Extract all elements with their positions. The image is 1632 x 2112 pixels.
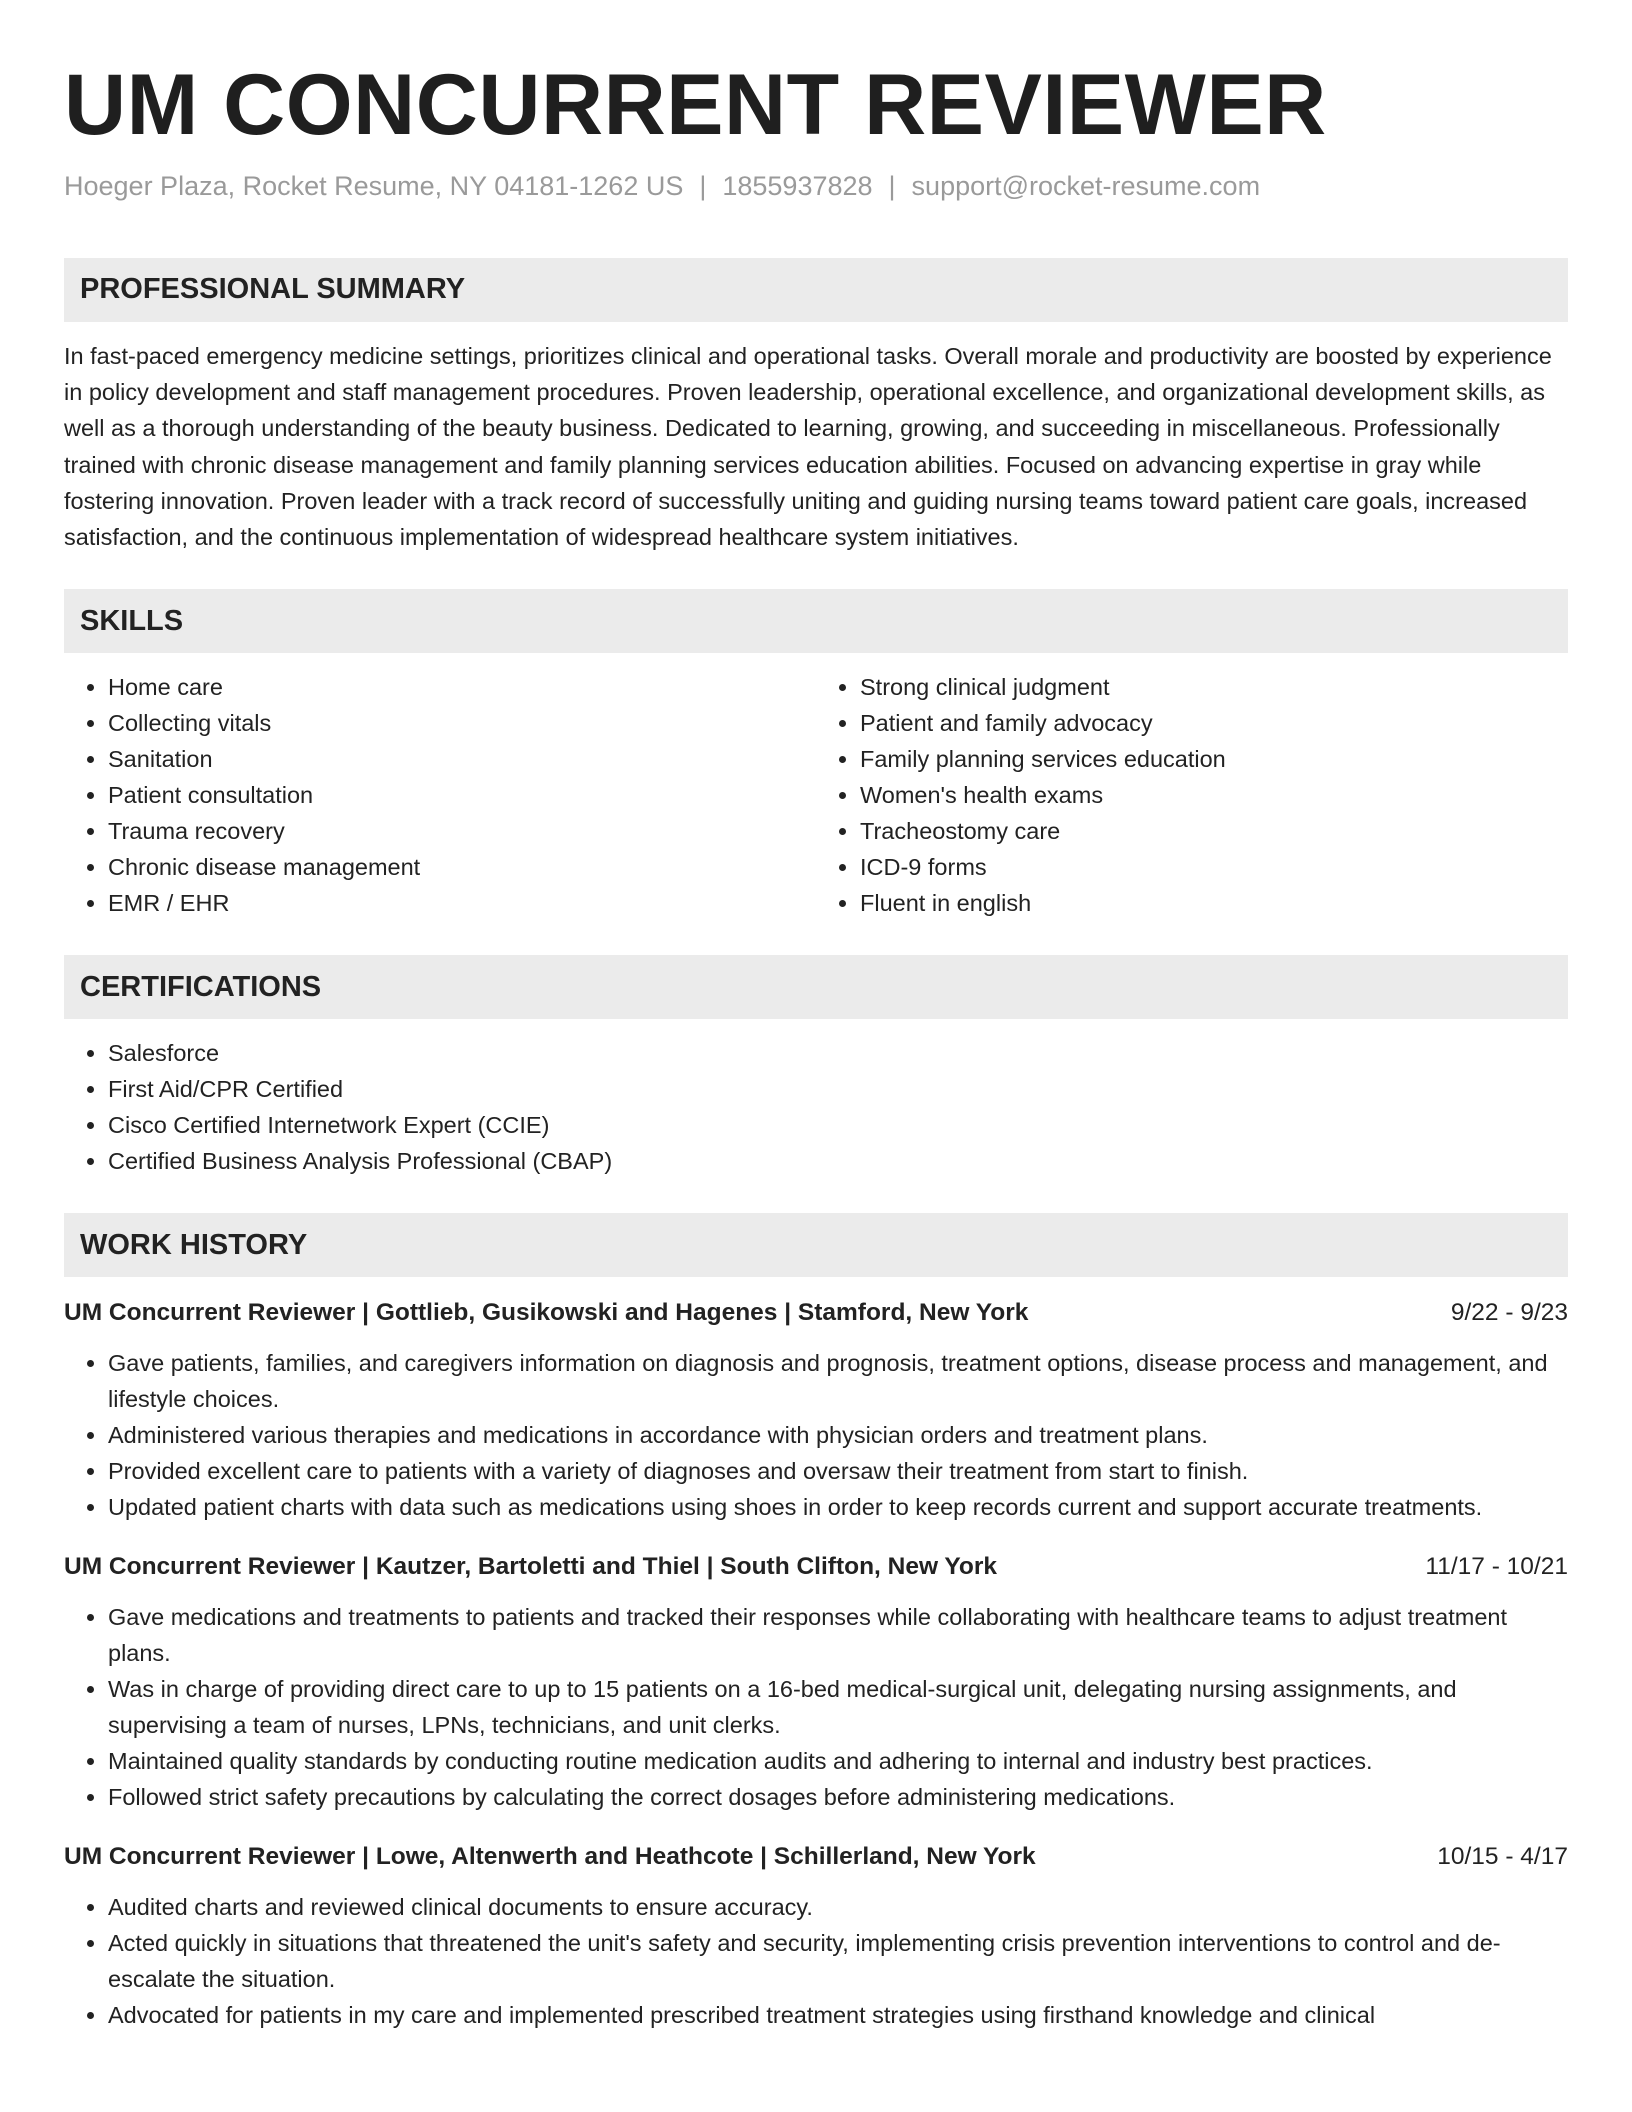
job-header bbox=[64, 1295, 1568, 1331]
skill-item: • Chronic disease management bbox=[108, 849, 816, 885]
certifications-list bbox=[64, 1035, 1568, 1179]
job-dates: 11/17 - 10/21 bbox=[1425, 1553, 1568, 1581]
job-header bbox=[64, 1549, 1568, 1585]
skill-item: • Family planning services education bbox=[860, 741, 1568, 777]
skills-grid bbox=[64, 669, 1568, 921]
skill-item: • Tracheostomy care bbox=[860, 813, 1568, 849]
skill-item: • Collecting vitals bbox=[108, 705, 816, 741]
job-bullet: • Administered various therapies and medications in accordance with physician orders and treatment plans. bbox=[108, 1417, 1568, 1453]
job-bullets bbox=[64, 1345, 1568, 1525]
job-bullet: • Was in charge of providing direct care to up to 15 patients on a 16-bed medical-surgical unit, delegating nursing assignments, and supervising a team of nurses, LPNs, technicians, and unit clerks. bbox=[108, 1671, 1568, 1743]
skill-item: • Home care bbox=[108, 669, 816, 705]
job-bullet: • Audited charts and reviewed clinical documents to ensure accuracy. bbox=[108, 1889, 1568, 1925]
contact-address: Hoeger Plaza, Rocket Resume, NY 04181-1262 US bbox=[64, 170, 684, 201]
job-title: UM Concurrent Reviewer | Gottlieb, Gusikowski and Hagenes | Stamford, New York bbox=[64, 1299, 1029, 1327]
section-header-work-history: WORK HISTORY bbox=[64, 1213, 1568, 1277]
skill-item: • Patient and family advocacy bbox=[860, 705, 1568, 741]
contact-separator: | bbox=[888, 170, 896, 201]
job-bullet: • Provided excellent care to patients with a variety of diagnoses and oversaw their treatment from start to finish. bbox=[108, 1453, 1568, 1489]
resume-name-title: UM CONCURRENT REVIEWER bbox=[64, 57, 1327, 153]
skill-item: • Patient consultation bbox=[108, 777, 816, 813]
job-bullets bbox=[64, 1599, 1568, 1815]
job-entry bbox=[64, 1839, 1568, 2033]
job-entry bbox=[64, 1549, 1568, 1815]
certification-item: • First Aid/CPR Certified bbox=[108, 1071, 1568, 1107]
job-bullet: • Maintained quality standards by conducting routine medication audits and adhering to internal and industry best practices. bbox=[108, 1743, 1568, 1779]
skills-list-right bbox=[816, 669, 1568, 921]
skill-item: • Fluent in english bbox=[860, 885, 1568, 921]
section-header-certifications: CERTIFICATIONS bbox=[64, 955, 1568, 1019]
job-entry bbox=[64, 1295, 1568, 1525]
job-bullet: • Updated patient charts with data such as medications using shoes in order to keep records current and support accurate treatments. bbox=[108, 1489, 1568, 1525]
job-header bbox=[64, 1839, 1568, 1875]
job-title: UM Concurrent Reviewer | Kautzer, Bartoletti and Thiel | South Clifton, New York bbox=[64, 1553, 998, 1581]
skill-item: • Sanitation bbox=[108, 741, 816, 777]
skill-item: • EMR / EHR bbox=[108, 885, 816, 921]
skill-item: • Strong clinical judgment bbox=[860, 669, 1568, 705]
job-dates: 9/22 - 9/23 bbox=[1450, 1299, 1568, 1327]
job-dates: 10/15 - 4/17 bbox=[1437, 1843, 1568, 1871]
certification-item: • Cisco Certified Internetwork Expert (CCIE) bbox=[108, 1107, 1568, 1143]
section-header-skills: SKILLS bbox=[64, 589, 1568, 653]
contact-separator: | bbox=[699, 170, 707, 201]
certification-item: • Salesforce bbox=[108, 1035, 1568, 1071]
skill-item: • Trauma recovery bbox=[108, 813, 816, 849]
certification-item: • Certified Business Analysis Professional (CBAP) bbox=[108, 1143, 1568, 1179]
job-bullets bbox=[64, 1889, 1568, 2033]
job-bullet: • Advocated for patients in my care and implemented prescribed treatment strategies using firsthand knowledge and clinical bbox=[108, 1997, 1568, 2033]
skills-list-left bbox=[64, 669, 816, 921]
skill-item: • Women's health exams bbox=[860, 777, 1568, 813]
job-bullet: • Acted quickly in situations that threatened the unit's safety and security, implementing crisis prevention interventions to control and de-escalate the situation. bbox=[108, 1925, 1568, 1997]
section-header-summary: PROFESSIONAL SUMMARY bbox=[64, 258, 1568, 322]
job-title: UM Concurrent Reviewer | Lowe, Altenwerth and Heathcote | Schillerland, New York bbox=[64, 1843, 1036, 1871]
job-bullet: • Gave medications and treatments to patients and tracked their responses while collaborating with healthcare teams to adjust treatment plans. bbox=[108, 1599, 1568, 1671]
job-bullet: • Followed strict safety precautions by calculating the correct dosages before administering medications. bbox=[108, 1779, 1568, 1815]
contact-phone: 1855937828 bbox=[722, 170, 873, 201]
job-bullet: • Gave patients, families, and caregivers information on diagnosis and prognosis, treatment options, disease process and management, and lifestyle choices. bbox=[108, 1345, 1568, 1417]
contact-email: support@rocket-resume.com bbox=[911, 170, 1261, 201]
contact-line bbox=[64, 169, 1568, 204]
skill-item: • ICD-9 forms bbox=[860, 849, 1568, 885]
professional-summary-text: In fast-paced emergency medicine settings, prioritizes clinical and operational tasks. Overall morale and productivity are boosted by experience in policy development and staff management procedures. Proven leadership, operational excellence, and organizational development skills, as well as a thorough understanding of the beauty business. Dedicated to learning, growing, and succeeding in miscellaneous. Professionally trained with chronic disease management and family planning services education abilities. Focused on advancing expertise in gray while fostering innovation. Proven leader with a track record of successfully uniting and guiding nursing teams toward patient care goals, increased satisfaction, and the continuous implementation of widespread healthcare system initiatives. bbox=[64, 342, 1552, 551]
